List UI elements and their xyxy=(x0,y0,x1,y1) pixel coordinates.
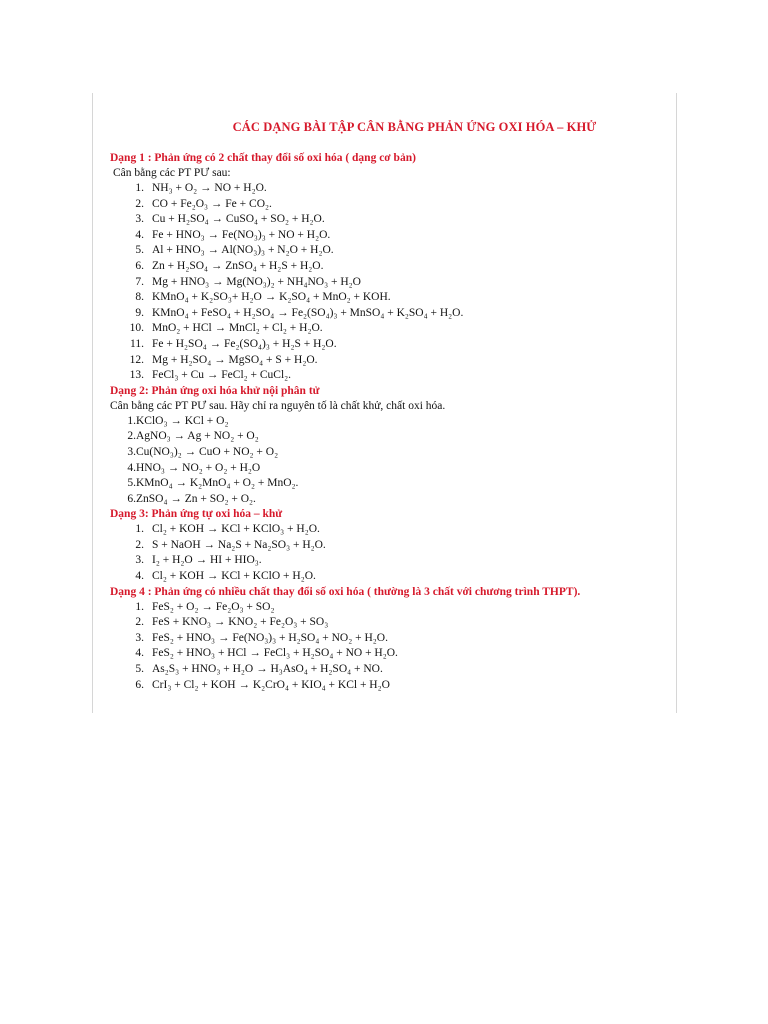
equation-text: FeCl₃ + Cu → FeCl₂ + CuCl₂. xyxy=(152,369,292,382)
equation-text: FeS + KNO₃ → KNO₂ + Fe₂O₃ + SO₃ xyxy=(152,616,329,629)
equation-item xyxy=(110,461,670,477)
equation-text: Mg + H₂SO₄ → MgSO₄ + S + H₂O. xyxy=(152,353,318,366)
equation-text: Zn + H₂SO₄ → ZnSO₄ + H₂S + H₂O. xyxy=(152,259,324,272)
equation-item xyxy=(110,259,670,275)
equation-text: S + NaOH → Na₂S + Na₂SO₃ + H₂O. xyxy=(152,538,326,551)
equation-text: I₂ + H₂O → HI + HIO₃. xyxy=(152,554,262,567)
equation-item xyxy=(110,321,670,337)
equation-text: As₂S₃ + HNO₃ + H₂O → H₃AsO₄ + H₂SO₄ + NO. xyxy=(152,663,383,676)
equation-number: 4. xyxy=(135,228,144,241)
equation-item xyxy=(110,414,670,430)
equation-text: ZnSO₄ → Zn + SO₂ + O₂. xyxy=(136,492,256,505)
equation-number: 4. xyxy=(135,570,144,583)
equation-number: 1. xyxy=(135,600,144,613)
equation-number: 1. xyxy=(127,414,136,427)
equation-item xyxy=(110,181,670,197)
document-page xyxy=(92,93,677,713)
equation-text: CrI₃ + Cl₂ + KOH → K₂CrO₄ + KIO₄ + KCl + H₂O xyxy=(152,678,390,691)
equation-number: 2. xyxy=(135,538,144,551)
document-content xyxy=(110,151,670,693)
equation-text: AgNO₃ → Ag + NO₂ + O₂ xyxy=(136,430,259,443)
equation-number: 6. xyxy=(135,678,144,691)
section-4 xyxy=(110,585,670,694)
equation-text: KMnO₄ + FeSO₄ + H₂SO₄ → Fe₂(SO₄)₃ + MnSO₄ + K₂SO₄ + H₂O. xyxy=(152,306,464,319)
equation-item xyxy=(110,429,670,445)
equation-item xyxy=(110,522,670,538)
equation-number: 2. xyxy=(135,197,144,210)
equation-number: 5. xyxy=(127,477,136,490)
equation-item xyxy=(110,353,670,369)
equation-item xyxy=(110,368,670,384)
equation-text: Cu + H₂SO₄ → CuSO₄ + SO₂ + H₂O. xyxy=(152,213,325,226)
section-3 xyxy=(110,507,670,584)
equation-number: 10. xyxy=(129,322,144,335)
equation-text: FeS₂ + O₂ → Fe₂O₃ + SO₂ xyxy=(152,600,275,613)
equation-number: 4. xyxy=(127,461,136,474)
section-heading: Dạng 1 : Phản ứng có 2 chất thay đổi số oxi hóa ( dạng cơ bản) xyxy=(110,152,416,164)
page-title: CÁC DẠNG BÀI TẬP CÂN BẰNG PHẢN ỨNG OXI HÓA – KHỬ xyxy=(232,120,597,134)
section-heading: Dạng 4 : Phản ứng có nhiều chất thay đổi số oxi hóa ( thường là 3 chất với chương trình THPT). xyxy=(110,585,581,598)
equation-text: Fe + HNO₃ → Fe(NO₃)₃ + NO + H₂O. xyxy=(152,228,331,241)
equation-number: 2. xyxy=(127,430,136,443)
equation-number: 12. xyxy=(129,353,144,366)
equation-number: 3. xyxy=(135,554,144,567)
equation-number: 3. xyxy=(127,445,136,458)
equation-item xyxy=(110,615,670,631)
equation-item xyxy=(110,290,670,306)
equation-item xyxy=(110,275,670,291)
equation-item xyxy=(110,662,670,678)
equation-number: 6. xyxy=(127,492,136,505)
equation-number: 4. xyxy=(135,647,144,660)
equation-number: 3. xyxy=(135,631,144,644)
equation-item xyxy=(110,212,670,228)
equation-text: HNO₃ → NO₂ + O₂ + H₂O xyxy=(136,461,261,474)
equation-number: 3. xyxy=(135,213,144,226)
equation-item xyxy=(110,569,670,585)
equation-text: Cl₂ + KOH → KCl + KClO + H₂O. xyxy=(152,570,316,583)
equation-item xyxy=(110,492,670,508)
equation-number: 5. xyxy=(135,663,144,676)
equation-text: Al + HNO₃ → Al(NO₃)₃ + N₂O + H₂O. xyxy=(152,244,334,257)
equation-text: NH₃ + O₂ → NO + H₂O. xyxy=(152,182,267,194)
section-1 xyxy=(110,151,670,384)
equation-item xyxy=(110,631,670,647)
equation-text: Mg + HNO₃ → Mg(NO₃)₂ + NH₄NO₃ + H₂O xyxy=(152,275,361,288)
equation-item xyxy=(110,337,670,353)
section-heading: Dạng 3: Phản ứng tự oxi hóa – khử xyxy=(110,508,283,521)
equation-number: 2. xyxy=(135,616,144,629)
equation-item xyxy=(110,678,670,694)
equation-number: 1. xyxy=(135,523,144,536)
equation-number: 9. xyxy=(135,306,144,319)
equation-number: 11. xyxy=(130,337,144,350)
equation-number: 5. xyxy=(135,244,144,257)
equation-text: KClO₃ → KCl + O₂ xyxy=(136,414,229,427)
equation-text: KMnO₄ + K₂SO₃+ H₂O → K₂SO₄ + MnO₂ + KOH. xyxy=(152,291,391,304)
section-instruction: Cân bằng các PT PƯ sau. Hãy chỉ ra nguyên tố là chất khử, chất oxi hóa. xyxy=(110,399,446,412)
equation-text: MnO₂ + HCl → MnCl₂ + Cl₂ + H₂O. xyxy=(152,322,323,335)
equation-item xyxy=(110,538,670,554)
equation-number: 8. xyxy=(135,291,144,304)
equation-text: FeS₂ + HNO₃ + HCl → FeCl₃ + H₂SO₄ + NO + H₂O. xyxy=(152,647,398,660)
equation-item xyxy=(110,476,670,492)
equation-number: 6. xyxy=(135,259,144,272)
equation-text: Cl₂ + KOH → KCl + KClO₃ + H₂O. xyxy=(152,523,320,536)
equation-text: CO + Fe₂O₃ → Fe + CO₂. xyxy=(152,197,272,210)
equation-item xyxy=(110,646,670,662)
equation-text: Cu(NO₃)₂ → CuO + NO₂ + O₂ xyxy=(136,445,279,458)
section-heading: Dạng 2: Phản ứng oxi hóa khử nội phân tử xyxy=(110,384,320,397)
equation-item xyxy=(110,600,670,616)
section-instruction: Cân bằng các PT PƯ sau: xyxy=(113,167,231,179)
equation-number: 7. xyxy=(135,275,144,288)
equation-item xyxy=(110,445,670,461)
equation-item xyxy=(110,197,670,213)
equation-item xyxy=(110,306,670,322)
equation-text: FeS₂ + HNO₃ → Fe(NO₃)₃ + H₂SO₄ + NO₂ + H₂O. xyxy=(152,631,388,644)
equation-item xyxy=(110,243,670,259)
equation-number: 13. xyxy=(129,369,144,382)
equation-item xyxy=(110,228,670,244)
section-2 xyxy=(110,384,670,508)
equation-text: Fe + H₂SO₄ → Fe₂(SO₄)₃ + H₂S + H₂O. xyxy=(152,337,337,350)
equation-number: 1. xyxy=(135,182,144,194)
equation-text: KMnO₄ → K₂MnO₄ + O₂ + MnO₂. xyxy=(136,477,299,490)
equation-item xyxy=(110,553,670,569)
